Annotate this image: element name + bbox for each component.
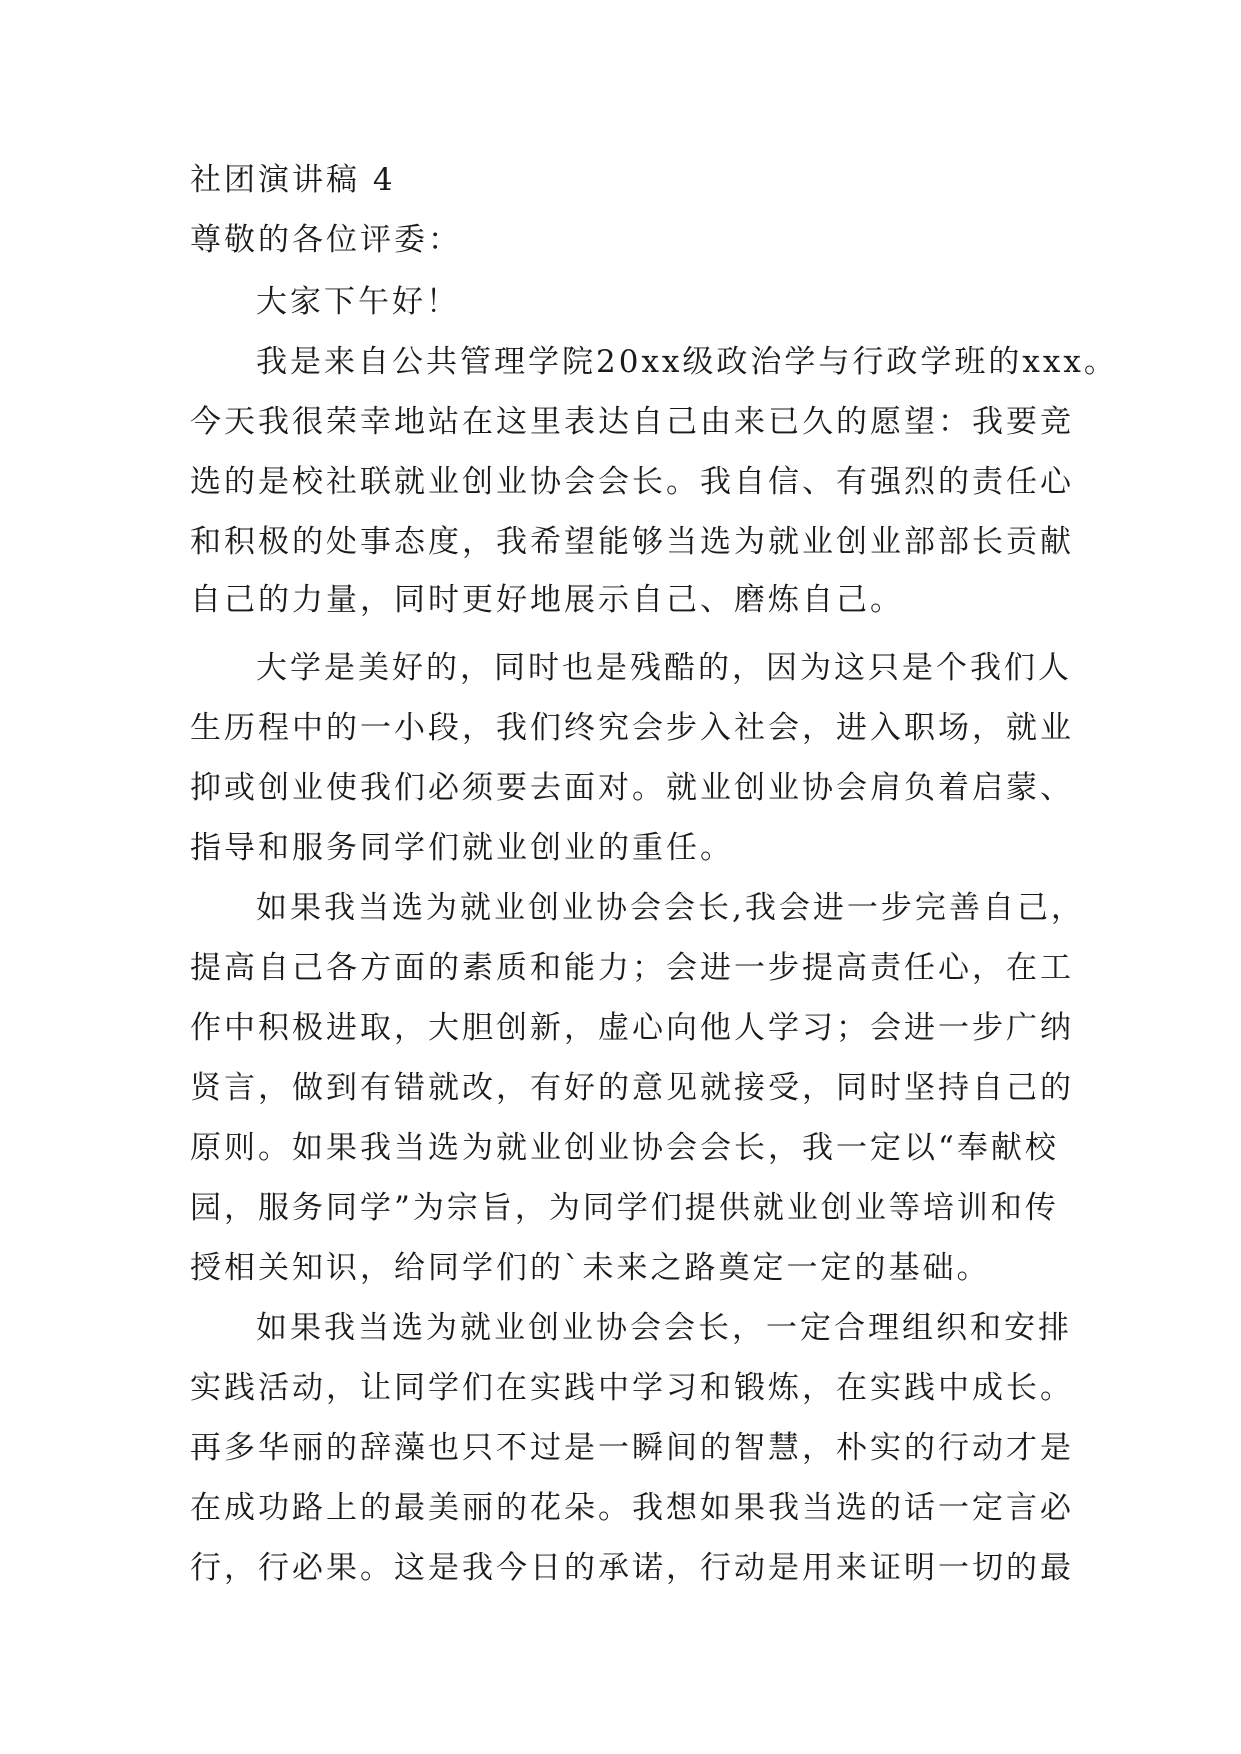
paragraph-1-line: 自己的力量，同时更好地展示自己、磨炼自己。 [190,582,904,618]
greeting: 大家下午好！ [256,284,460,320]
paragraph-2-line: 生历程中的一小段，我们终究会步入社会，进入职场，就业 [190,710,1074,746]
salutation: 尊敬的各位评委： [190,222,462,258]
paragraph-4-line: 再多华丽的辞藻也只不过是一瞬间的智慧，朴实的行动才是 [190,1430,1074,1466]
paragraph-3-line: 贤言，做到有错就改，有好的意见就接受，同时坚持自己的 [190,1070,1074,1106]
paragraph-3-line: 原则。如果我当选为就业创业协会会长，我一定以“奉献校 [190,1130,1059,1166]
paragraph-1-line: 选的是校社联就业创业协会会长。我自信、有强烈的责任心 [190,464,1074,500]
paragraph-1-line: 我是来自公共管理学院20xx级政治学与行政学班的xxx。 [256,344,1118,380]
paragraph-4-line: 行，行必果。这是我今日的承诺，行动是用来证明一切的最 [190,1550,1074,1586]
paragraph-2-line: 指导和服务同学们就业创业的重任。 [190,830,734,866]
paragraph-4-line: 实践活动，让同学们在实践中学习和锻炼，在实践中成长。 [190,1370,1074,1406]
paragraph-1-line: 今天我很荣幸地站在这里表达自己由来已久的愿望：我要竞 [190,404,1074,440]
document-title: 社团演讲稿 4 [190,162,396,198]
paragraph-2-line: 抑或创业使我们必须要去面对。就业创业协会肩负着启蒙、 [190,770,1074,806]
paragraph-3-line: 授相关知识，给同学们的`未来之路奠定一定的基础。 [190,1250,991,1286]
paragraph-3-line: 作中积极进取，大胆创新，虚心向他人学习；会进一步广纳 [190,1010,1074,1046]
paragraph-3-line: 提高自己各方面的素质和能力；会进一步提高责任心，在工 [190,950,1074,986]
paragraph-1-line: 和积极的处事态度，我希望能够当选为就业创业部部长贡献 [190,524,1074,560]
paragraph-2-line: 大学是美好的，同时也是残酷的，因为这只是个我们人 [256,650,1072,686]
paragraph-4-line: 如果我当选为就业创业协会会长，一定合理组织和安排 [256,1310,1072,1346]
paragraph-3-line: 园，服务同学”为宗旨，为同学们提供就业创业等培训和传 [190,1190,1059,1226]
paragraph-3-line: 如果我当选为就业创业协会会长,我会进一步完善自己， [256,890,1085,926]
paragraph-4-line: 在成功路上的最美丽的花朵。我想如果我当选的话一定言必 [190,1490,1074,1526]
